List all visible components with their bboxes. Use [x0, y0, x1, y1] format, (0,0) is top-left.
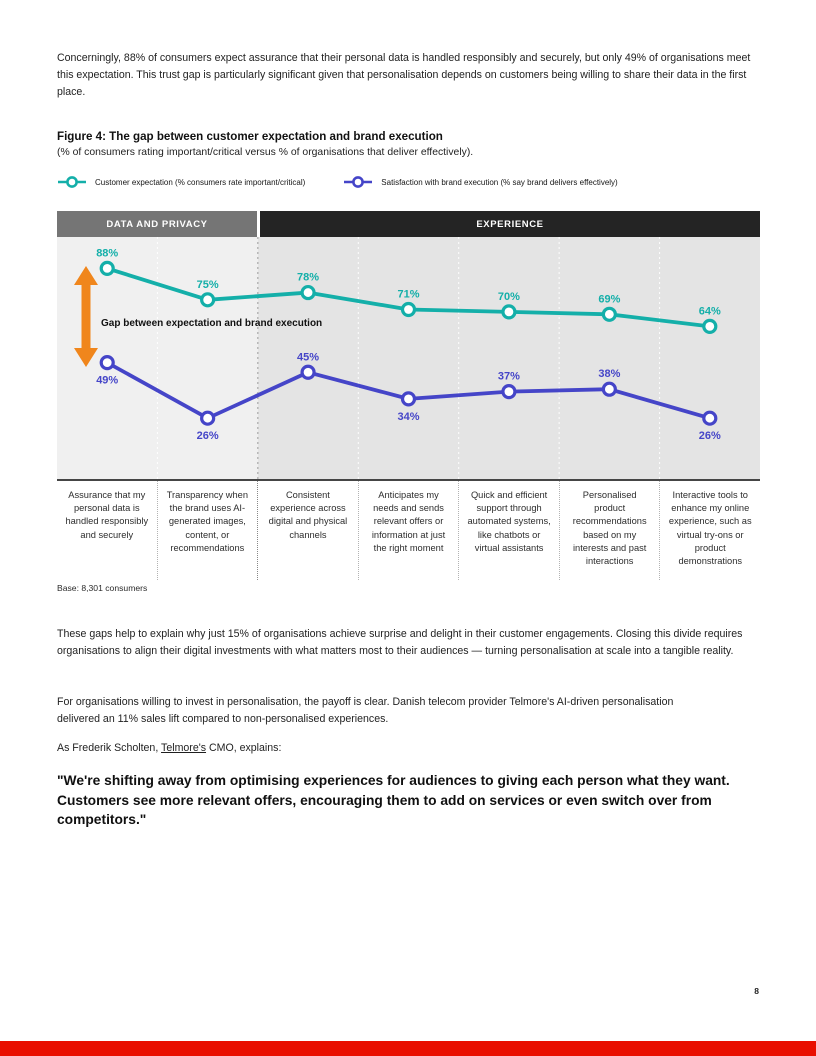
- legend-item-satisfaction-with-brand-: [343, 175, 617, 189]
- data-point-label: 34%: [397, 410, 420, 423]
- data-point-label: 69%: [598, 293, 621, 306]
- data-point-label: 45%: [297, 351, 320, 364]
- data-point-label: 38%: [598, 368, 621, 381]
- data-point-label: 26%: [698, 430, 721, 443]
- data-point-marker: [101, 357, 113, 369]
- data-point-marker: [403, 393, 415, 405]
- category-label: Transparency when the brand uses AI-generated images, content, or recommendations: [157, 481, 258, 580]
- data-point-marker: [302, 366, 314, 378]
- chart-section-experience: EXPERIENCE: [260, 211, 760, 237]
- paragraph-payoff: For organisations willing to invest in personalisation, the payoff is clear. Danish telecom provider Telmore's AI-driven personalisation delivered an 11% sales lift compared to non-personalised experiences.: [57, 696, 674, 725]
- line-chart: [57, 237, 760, 481]
- chart-section-header: [57, 211, 760, 237]
- quote-intro: [57, 742, 760, 754]
- telmore-link[interactable]: Telmore's: [161, 742, 207, 754]
- data-point-marker: [403, 303, 415, 315]
- quote-intro-post: CMO, explains:: [206, 742, 282, 754]
- category-label: Consistent experience across digital and physical channels: [257, 481, 358, 580]
- figure-title: Figure 4: The gap between customer expectation and brand execution: [57, 130, 443, 143]
- data-point-label: 70%: [497, 290, 520, 303]
- category-label: Assurance that my personal data is handled responsibly and securely: [65, 490, 149, 540]
- category-label: Personalised product recommendations based on my interests and past interactions: [559, 481, 660, 580]
- legend-item-customer-expectation-con: [57, 175, 305, 189]
- footer-bar: [0, 1041, 816, 1056]
- chart-section-data-and-privacy: DATA AND PRIVACY: [57, 211, 257, 237]
- data-point-marker: [101, 262, 113, 274]
- legend-label: Satisfaction with brand execution (% say brand delivers effectively): [381, 177, 618, 187]
- data-point-label: 75%: [196, 278, 219, 291]
- chart-plot-area: [57, 237, 760, 481]
- page-number: 8: [754, 986, 759, 996]
- paragraph-gaps: These gaps help to explain why just 15% of organisations achieve surprise and delight in their customer engagements. Closing this divide requires organisations to align their digital investments with what matters most to their audiences — turning personalisation at scale into a tangible reality.: [57, 628, 743, 657]
- data-point-marker: [503, 386, 515, 398]
- data-point-marker: [704, 320, 716, 332]
- category-label: Anticipates my needs and sends relevant offers or information at just the right moment: [358, 481, 459, 580]
- data-point-label: 49%: [96, 374, 119, 387]
- figure-4-chart: [57, 211, 760, 580]
- data-point-label: 64%: [698, 305, 721, 318]
- data-point-marker: [704, 412, 716, 424]
- data-point-label: 78%: [297, 271, 320, 284]
- data-point-marker: [302, 287, 314, 299]
- data-point-label: 71%: [397, 288, 420, 301]
- data-point-label: 88%: [96, 247, 119, 260]
- category-label-row: [57, 481, 760, 580]
- base-note: Base: 8,301 consumers: [57, 583, 148, 593]
- data-point-marker: [202, 412, 214, 424]
- pull-quote: "We're shifting away from optimising experiences for audiences to giving each person what they want. Customers see more relevant offers, encouraging them to add on services or even switch over from competitors.": [57, 773, 730, 828]
- figure-subtitle: (% of consumers rating important/critical versus % of organisations that deliver effectively).: [57, 147, 474, 158]
- gap-annotation-label: Gap between expectation and brand execution: [101, 318, 323, 329]
- legend-marker-icon: [343, 175, 373, 189]
- chart-legend: [57, 175, 760, 189]
- legend-marker-icon: [57, 175, 87, 189]
- intro-paragraph: Concerningly, 88% of consumers expect assurance that their personal data is handled responsibly and securely, but only 49% of organisations meet this expectation. This trust gap is particularly significant given that personalisation depends on customers being willing to share their data in the first place.: [57, 52, 751, 98]
- legend-label: Customer expectation (% consumers rate important/critical): [95, 177, 306, 187]
- data-point-marker: [603, 383, 615, 395]
- data-point-label: 26%: [196, 430, 219, 443]
- category-label: Interactive tools to enhance my online experience, such as virtual try-ons or product demonstrations: [659, 481, 760, 580]
- data-point-marker: [603, 308, 615, 320]
- data-point-label: 37%: [497, 370, 520, 383]
- data-point-marker: [202, 294, 214, 306]
- quote-intro-pre: As Frederik Scholten,: [57, 742, 162, 754]
- gap-arrow-icon: [74, 266, 98, 367]
- category-label: Quick and efficient support through automated systems, like chatbots or virtual assistants: [458, 481, 559, 580]
- data-point-marker: [503, 306, 515, 318]
